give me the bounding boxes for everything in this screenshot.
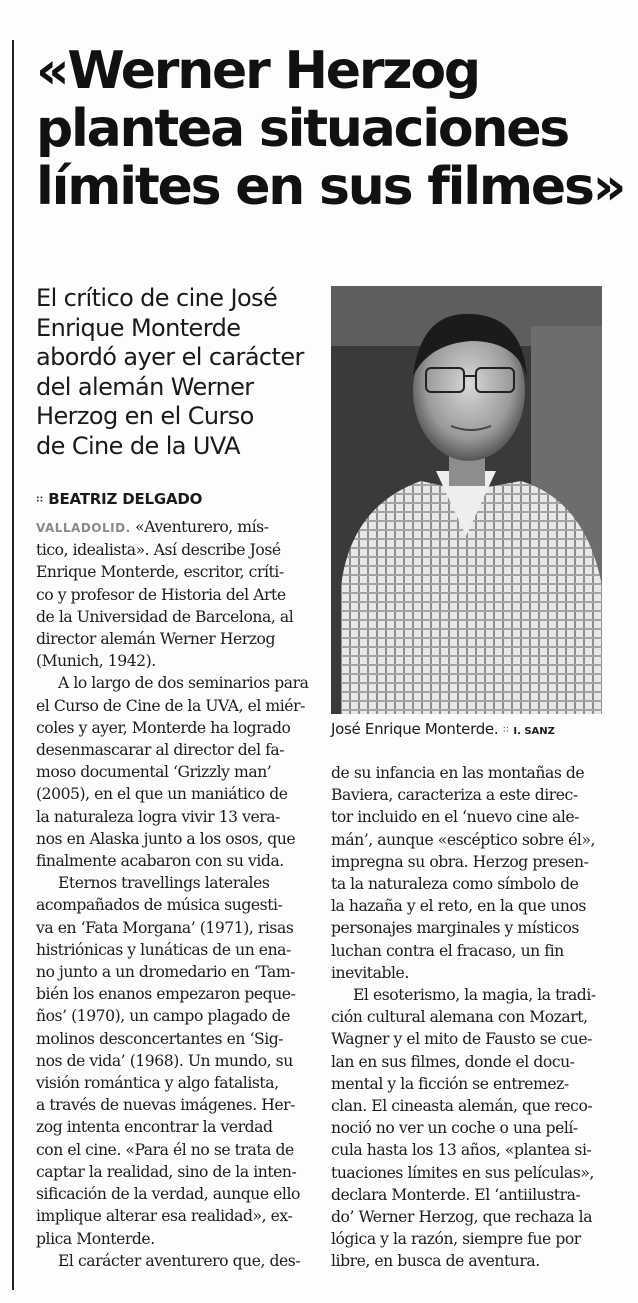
text-line: libre, en busca de aventura.: [331, 1252, 540, 1271]
text-line: ción cultural alemana con Mozart,: [331, 1008, 588, 1027]
text-line: a través de nuevas imágenes. Her-: [36, 1096, 295, 1115]
headline-line: «Werner Herzog: [36, 41, 479, 101]
article-column-left: [36, 516, 328, 1272]
text-line: (Munich, 1942).: [36, 652, 156, 671]
text-line: moso documental ‘Grizzly man’: [36, 763, 272, 782]
text-line: [36, 516, 328, 539]
text-line: va en ‘Fata Morgana’ (1971), risas: [36, 918, 294, 937]
text-line: tico, idealista». Así describe José: [36, 541, 281, 560]
photo-caption: [331, 720, 611, 738]
subheadline: [36, 284, 336, 461]
text-line: ta la naturaleza como símbolo de: [331, 875, 579, 894]
text-line: mental y la ficción se entremez-: [331, 1074, 569, 1093]
credit-marker: ::: [502, 724, 509, 735]
byline-marker: ::: [36, 494, 44, 505]
text-line: Baviera, caracteriza a este direc-: [331, 786, 578, 805]
subhead-line: abordó ayer el carácter: [36, 343, 304, 371]
text-line: mán’, aunque «escéptico sobre él»,: [331, 830, 596, 849]
text-line: tuaciones límites en sus películas»,: [331, 1163, 594, 1182]
text-line: acompañados de música sugesti-: [36, 896, 283, 915]
text-line: noció no ver un coche o una pelí-: [331, 1119, 578, 1138]
text-line: personajes marginales y místicos: [331, 919, 579, 938]
byline-author: BEATRIZ DELGADO: [48, 490, 203, 508]
text-line: ños’ (1970), un campo plagado de: [36, 1007, 290, 1026]
text-line: tor incluido en el ‘nuevo cine ale-: [331, 808, 579, 827]
text-line: impregna su obra. Herzog presen-: [331, 852, 589, 871]
photo-credit: I. SANZ: [513, 726, 555, 737]
text-line: visión romántica y algo fatalista,: [36, 1074, 279, 1093]
text-line: finalmente acabaron con su vida.: [36, 852, 284, 871]
text-line: coles y ayer, Monterde ha logrado: [36, 718, 291, 737]
text-line: no junto a un dromedario en ‘Tam-: [36, 963, 295, 982]
headline-line: límites en sus filmes»: [36, 157, 625, 217]
text-line: lógica y la razón, siempre fue por: [331, 1230, 581, 1249]
text-fragment: «Aventurero, mís-: [135, 518, 269, 536]
text-line: do’ Werner Herzog, que rechaza la: [331, 1208, 593, 1227]
subhead-line: de Cine de la UVA: [36, 431, 240, 460]
text-line: El esoterismo, la magia, la tradi-: [353, 986, 596, 1005]
text-line: co y profesor de Historia del Arte: [36, 585, 286, 604]
text-line: El carácter aventurero que, des-: [58, 1251, 301, 1270]
text-line: plica Monterde.: [36, 1229, 155, 1248]
column-rule: [12, 40, 14, 1290]
headline: [36, 42, 626, 216]
text-line: histriónicas y lunáticas de un ena-: [36, 940, 291, 959]
text-line: la hazaña y el reto, en la que unos: [331, 897, 586, 916]
byline: [36, 490, 326, 508]
text-line: Eternos travellings laterales: [58, 874, 270, 893]
subhead-line: del alemán Werner: [36, 372, 254, 401]
subhead-line: Enrique Monterde: [36, 313, 241, 342]
text-line: molinos desconcertantes en ‘Sig-: [36, 1029, 284, 1048]
text-line: de su infancia en las montañas de: [331, 764, 585, 782]
text-line: Wagner y el mito de Fausto se cue-: [331, 1030, 593, 1049]
text-line: director alemán Werner Herzog: [36, 630, 275, 649]
text-line: cula hasta los 13 años, «plantea si-: [331, 1141, 592, 1160]
text-line: desenmascarar al director del fa-: [36, 741, 285, 760]
text-line: A lo largo de dos seminarios para: [58, 674, 309, 693]
text-line: lan en sus filmes, donde el docu-: [331, 1052, 575, 1071]
text-line: clan. El cineasta alemán, que reco-: [331, 1097, 593, 1116]
text-line: nos de vida’ (1968). Un mundo, su: [36, 1051, 293, 1070]
text-line: captar la realidad, sino de la inten-: [36, 1162, 297, 1181]
dateline: VALLADOLID.: [36, 521, 131, 535]
text-line: con el cine. «Para él no se trata de: [36, 1140, 294, 1159]
text-line: Enrique Monterde, escritor, críti-: [36, 563, 284, 582]
text-line: luchan contra el fracaso, un fin: [331, 941, 564, 960]
article-column-right: [331, 762, 611, 1273]
subhead-line: El crítico de cine José: [36, 284, 278, 312]
text-line: implique alterar esa realidad», ex-: [36, 1207, 293, 1226]
text-line: inevitable.: [331, 963, 409, 982]
text-line: zog intenta encontrar la verdad: [36, 1118, 273, 1137]
portrait-photo: [331, 286, 602, 714]
text-line: nos en Alaska junto a los osos, que: [36, 829, 296, 848]
text-line: declara Monterde. El ‘antiilustra-: [331, 1185, 581, 1204]
subhead-line: Herzog en el Curso: [36, 402, 254, 430]
text-line: la naturaleza logra vivir 13 vera-: [36, 807, 280, 826]
caption-text: José Enrique Monterde.: [331, 720, 499, 738]
text-line: el Curso de Cine de la UVA, el miér-: [36, 696, 305, 715]
text-line: sificación de la verdad, aunque ello: [36, 1185, 300, 1204]
headline-line: plantea situaciones: [36, 99, 569, 159]
text-line: de la Universidad de Barcelona, al: [36, 607, 294, 626]
text-line: (2005), en el que un maniático de: [36, 785, 288, 804]
text-line: bién los enanos empezaron peque-: [36, 985, 296, 1004]
